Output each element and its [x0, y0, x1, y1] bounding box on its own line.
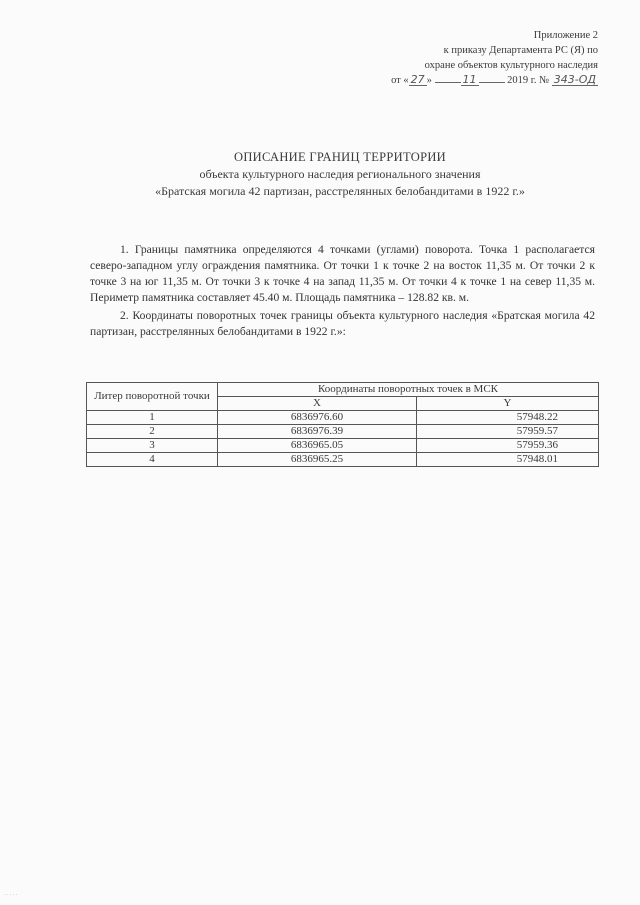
- row-x: 6836965.05: [218, 439, 417, 453]
- table-row: [87, 411, 599, 425]
- header-x: X: [218, 397, 417, 411]
- date-mid: »: [426, 75, 432, 86]
- row-y: 57948.01: [417, 453, 599, 467]
- row-x: 6836976.60: [218, 411, 417, 425]
- coordinates-table: [86, 382, 599, 467]
- table-row: [87, 453, 599, 467]
- paragraph-1: 1. Границы памятника определяются 4 точками (углами) поворота. Точка 1 располагается северо-западном углу ограждения памятника. От точки 1 к точке 2 на восток 11,35 м. От точки 2 к точке 3 на юг 11,35 м. От точки 3 к точке 4 на запад 11,35 м. От точки 4 к точке 1 на север 11,35 м. Периметр памятника составляет 45.40 м. Площадь памятника – 128.82 кв. м.: [90, 243, 595, 304]
- appendix-line-3: охране объектов культурного наследия: [424, 60, 598, 71]
- date-blank: [435, 82, 461, 83]
- appendix-header: [391, 28, 598, 88]
- table-row: [87, 439, 599, 453]
- row-point: 2: [87, 425, 218, 439]
- order-number: 343-ОД: [553, 73, 596, 86]
- date-prefix: от «: [391, 75, 409, 86]
- date-blank-2: [479, 82, 505, 83]
- document-body: [90, 242, 595, 342]
- header-literal: Литер поворотной точки: [87, 383, 218, 411]
- appendix-line-1: Приложение 2: [533, 30, 598, 41]
- row-y: 57959.36: [417, 439, 599, 453]
- row-point: 3: [87, 439, 218, 453]
- row-point: 4: [87, 453, 218, 467]
- date-month: 11: [462, 73, 477, 86]
- row-x: 6836965.25: [218, 453, 417, 467]
- table-row: [87, 425, 599, 439]
- paragraph-2: 2. Координаты поворотных точек границы объекта культурного наследия «Братская могила 42 партизан, расстрелянных белобандитами в 1922 г.»:: [90, 309, 595, 338]
- document-title: [0, 148, 640, 200]
- row-y: 57948.22: [417, 411, 599, 425]
- date-year: 2019 г. №: [507, 75, 550, 86]
- row-x: 6836976.39: [218, 425, 417, 439]
- scan-footer-mark: ·····: [4, 892, 19, 899]
- title-line-2: объекта культурного наследия регионального значения: [199, 167, 481, 181]
- appendix-line-2: к приказу Департамента РС (Я) по: [443, 45, 598, 56]
- date-day: 27: [410, 73, 425, 86]
- row-y: 57959.57: [417, 425, 599, 439]
- table-header-row: [87, 383, 599, 397]
- title-line-3: «Братская могила 42 партизан, расстрелянных белобандитами в 1922 г.»: [155, 184, 525, 198]
- header-coords: Координаты поворотных точек в МСК: [218, 383, 599, 397]
- appendix-date-line: [391, 73, 598, 88]
- row-point: 1: [87, 411, 218, 425]
- title-line-1: ОПИСАНИЕ ГРАНИЦ ТЕРРИТОРИИ: [234, 150, 446, 164]
- header-y: Y: [417, 397, 599, 411]
